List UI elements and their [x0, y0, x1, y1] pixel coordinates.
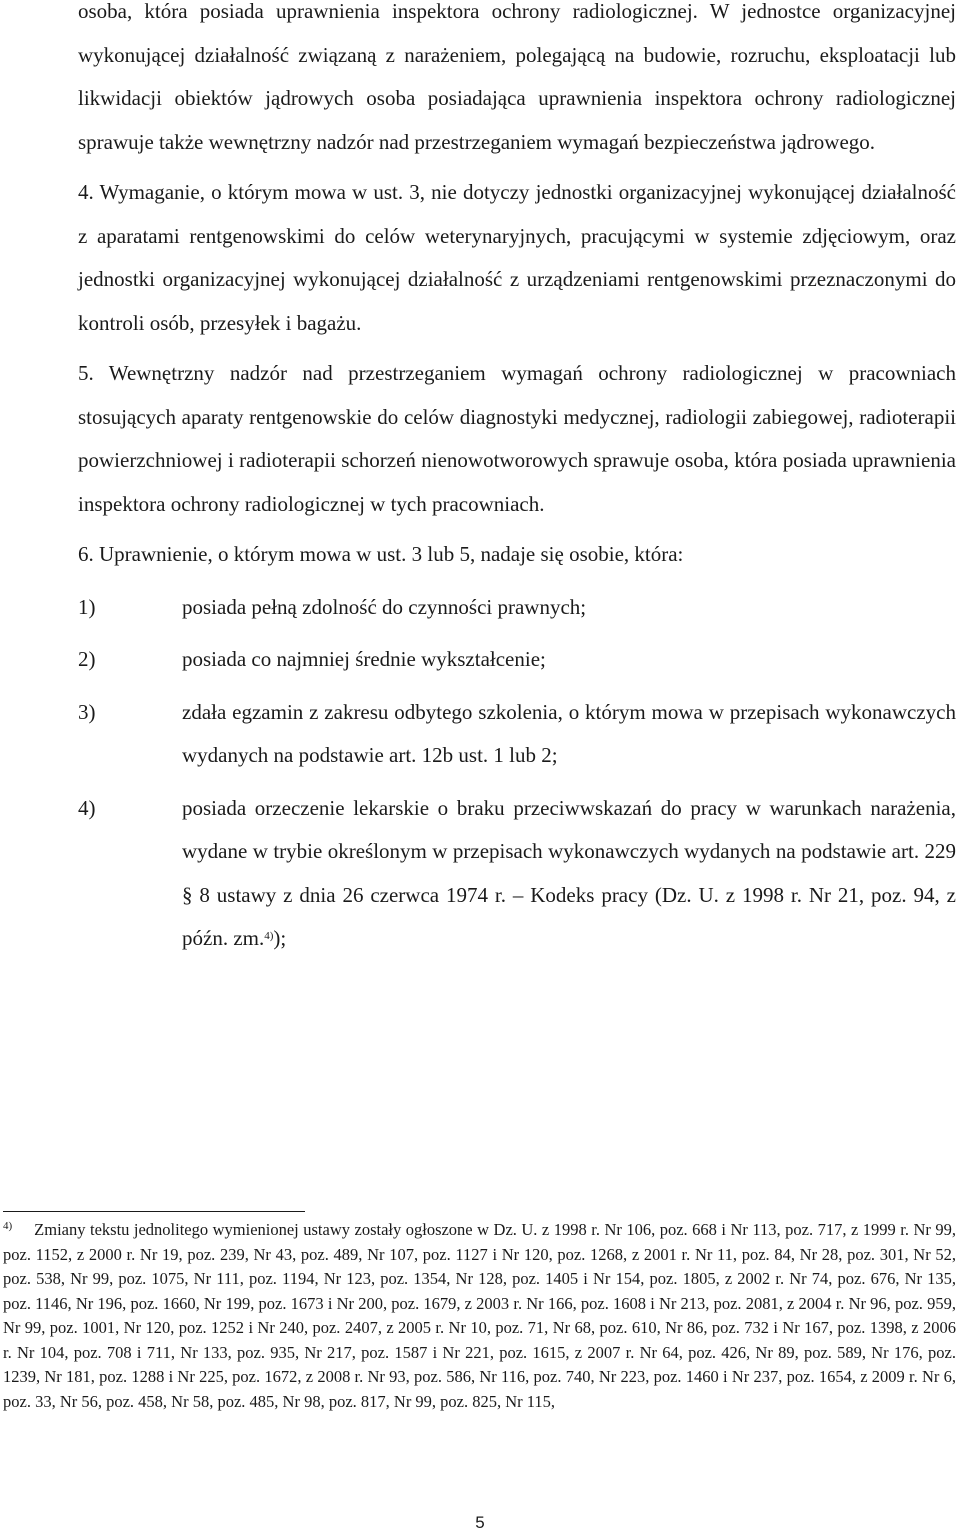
list-item-number: 3) [78, 699, 96, 724]
footnote [3, 1218, 956, 1414]
paragraph-4: 4. Wymaganie, o którym mowa w ust. 3, nie dotyczy jednostki organizacyjnej wykonującej działalność z aparatami rentgenowskimi do celów weterynaryjnych, pracującymi w systemie zdjęciowym, oraz jednostki organizacyjnej wykonującej działalność z urządzeniami rentgenowskimi przeznaczonymi do kontroli osób, przesyłek i bagażu. [78, 180, 956, 335]
paragraph-intro: osoba, która posiada uprawnienia inspektora ochrony radiologicznej. W jednostce organizacyjnej wykonującej działalność związaną z narażeniem, polegającą na budowie, rozruchu, eksploatacji lub likwidacji obiektów jądrowych osoba posiadająca uprawnienia inspektora ochrony radiologicznej sprawuje także wewnętrzny nadzór nad przestrzeganiem wymagań bezpieczeństwa jądrowego. [78, 0, 956, 154]
footnote-text: Zmiany tekstu jednolitego wymienionej ustawy zostały ogłoszone w Dz. U. z 1998 r. Nr 106, poz. 668 i Nr 113, poz. 717, z 1999 r. Nr 99, poz. 1152, z 2000 r. Nr 19, poz. 239, Nr 43, poz. 489, Nr 107, poz. 1127 i Nr 120, poz. 1268, z 2001 r. Nr 11, poz. 84, Nr 28, poz. 301, Nr 52, poz. 538, Nr 99, poz. 1075, Nr 111, poz. 1194, Nr 123, poz. 1354, Nr 128, poz. 1405 i Nr 154, poz. 1805, z 2002 r. Nr 74, poz. 676, Nr 135, poz. 1146, Nr 196, poz. 1660, Nr 199, poz. 1673 i Nr 200, poz. 1679, z 2003 r. Nr 166, poz. 1608 i Nr 213, poz. 2081, z 2004 r. Nr 96, poz. 959, Nr 99, poz. 1001, Nr 120, poz. 1252 i Nr 240, poz. 2407, z 2005 r. Nr 10, poz. 71, Nr 68, poz. 610, Nr 86, poz. 732 i Nr 167, poz. 1398, z 2006 r. Nr 104, poz. 708 i 711, Nr 133, poz. 935, Nr 217, poz. 1587 i Nr 221, poz. 1615, z 2007 r. Nr 64, poz. 426, Nr 89, poz. 589, Nr 176, poz. 1239, Nr 181, poz. 1288 i Nr 225, poz. 1672, z 2008 r. Nr 93, poz. 586, Nr 116, poz. 740, Nr 223, poz. 1460 i Nr 237, poz. 1654, z 2009 r. Nr 6, poz. 33, Nr 56, poz. 458, Nr 58, poz. 485, Nr 98, poz. 817, Nr 99, poz. 825, Nr 115, [3, 1220, 956, 1411]
list-item-text: posiada pełną zdolność do czynności prawnych; [182, 594, 587, 619]
list-item-text: zdała egzamin z zakresu odbytego szkolenia, o którym mowa w przepisach wykonawczych wydanych na podstawie art. 12b ust. 1 lub 2; [182, 699, 956, 767]
list-item [78, 638, 956, 682]
list-item-number: 1) [78, 594, 96, 619]
list-item-text: posiada co najmniej średnie wykształcenie; [182, 647, 546, 671]
list-item [78, 787, 956, 961]
list-item [78, 691, 956, 778]
footnote-marker: 4) [3, 1220, 13, 1232]
paragraph-5: 5. Wewnętrzny nadzór nad przestrzeganiem wymagań ochrony radiologicznej w pracowniach stosujących aparaty rentgenowskie do celów diagnostyki medycznej, radiologii zabiegowej, radioterapii powierzchniowej i radioterapii schorzeń nienowotworowych sprawuje osoba, która posiada uprawnienia inspektora ochrony radiologicznej w tych pracowniach. [78, 361, 956, 516]
footnote-separator [3, 1211, 305, 1212]
requirements-list [78, 586, 956, 961]
list-item [78, 586, 956, 630]
list-item-text-tail: ); [273, 926, 287, 950]
footnote-reference[interactable]: 4) [264, 930, 274, 942]
list-item-text-main: posiada orzeczenie lekarskie o braku przeciwwskazań do pracy w warunkach narażenia, wydane w trybie określonym w przepisach wykonawczych wydanych na podstawie art. 229 § 8 ustawy z dnia 26 czerwca 1974 r. – Kodeks pracy (Dz. U. z 1998 r. Nr 21, poz. 94, z późn. zm. [182, 795, 956, 950]
list-item-number: 4) [78, 795, 96, 820]
list-item-number: 2) [78, 647, 96, 671]
paragraph-6: 6. Uprawnienie, o którym mowa w ust. 3 lub 5, nadaje się osobie, która: [78, 542, 684, 566]
list-item-text [182, 787, 956, 961]
page-number: 5 [475, 1513, 485, 1532]
main-text [78, 0, 956, 961]
